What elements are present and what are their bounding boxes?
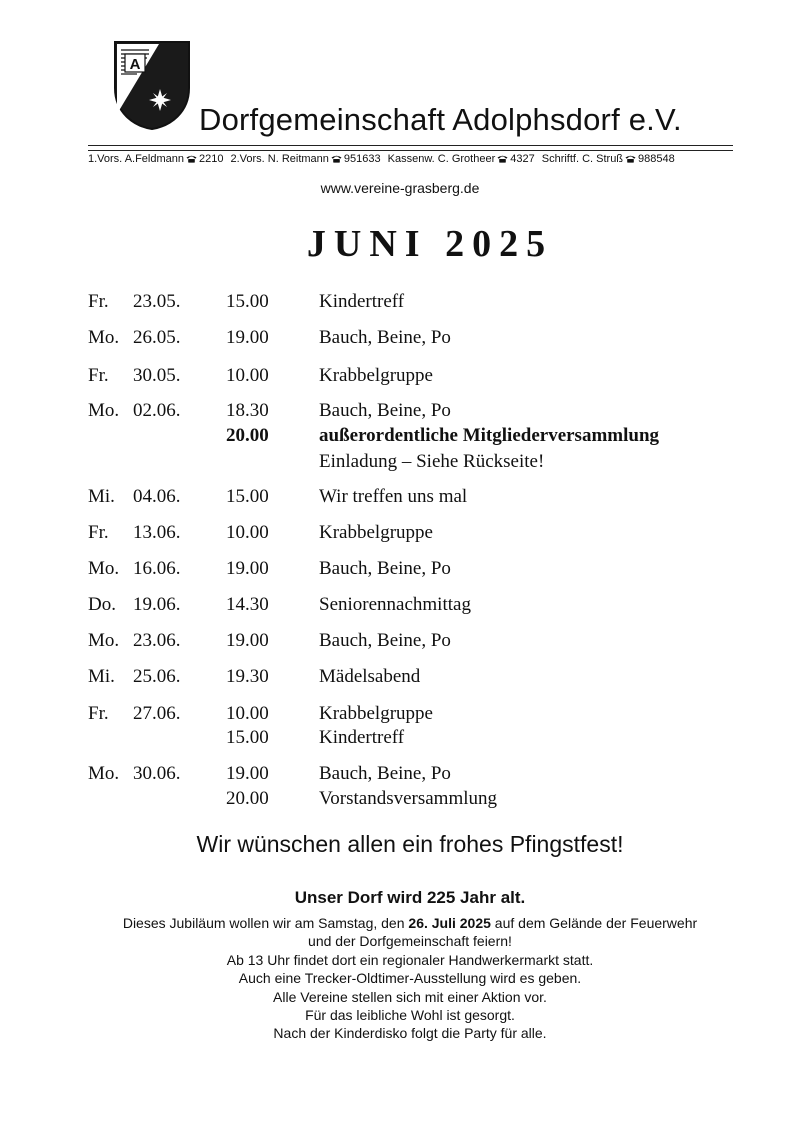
contact-phone: 951633 xyxy=(343,153,381,165)
event-date: 13.06. xyxy=(133,522,181,543)
event-title: Bauch, Beine, Po xyxy=(319,327,451,348)
event-title: Bauch, Beine, Po xyxy=(319,400,451,421)
event-time: 18.30 xyxy=(226,400,269,421)
event-title: Kindertreff xyxy=(319,291,405,312)
crest-letter: A xyxy=(129,56,141,73)
event-title: Krabbelgruppe xyxy=(319,365,433,386)
event-time: 15.00 xyxy=(226,486,269,507)
event-day: Mo. xyxy=(88,558,120,579)
event-date: 23.05. xyxy=(133,291,181,312)
event-day: Mo. xyxy=(88,763,120,784)
event-time: 20.00 xyxy=(226,425,269,446)
event-date: 02.06. xyxy=(133,400,181,421)
event-time: 10.00 xyxy=(226,703,269,724)
event-date: 26.05. xyxy=(133,327,181,348)
event-day: Fr. xyxy=(88,291,109,312)
event-day: Fr. xyxy=(88,522,109,543)
contact-phone: 988548 xyxy=(638,153,675,165)
website-link: www.vereine-grasberg.de xyxy=(320,180,480,196)
event-time: 19.00 xyxy=(226,630,269,651)
event-time: 14.30 xyxy=(226,594,269,615)
event-title: Bauch, Beine, Po xyxy=(319,763,451,784)
jubilee-line-1-end: auf dem Gelände der Feuerwehr xyxy=(490,915,698,931)
event-title: Mädelsabend xyxy=(319,666,421,687)
event-title: Wir treffen uns mal xyxy=(319,486,468,507)
event-date: 23.06. xyxy=(133,630,181,651)
pentecost-greeting: Wir wünschen allen ein frohes Pfingstfest! xyxy=(196,831,624,857)
jubilee-description xyxy=(70,914,750,1043)
event-date: 30.06. xyxy=(133,763,181,784)
event-day: Mo. xyxy=(88,400,120,421)
event-time: 19.00 xyxy=(226,763,269,784)
event-title: außerordentliche Mitgliederversammlung xyxy=(319,425,660,446)
event-day: Mi. xyxy=(88,666,115,687)
jubilee-line-4: Auch eine Trecker-Oldtimer-Ausstellung wird es geben. xyxy=(238,970,582,987)
event-day: Mi. xyxy=(88,486,115,507)
event-day: Mo. xyxy=(88,327,120,348)
contact-phone: 2210 xyxy=(199,153,224,165)
jubilee-line-1-start: Dieses Jubiläum wollen wir am Samstag, den xyxy=(122,915,409,931)
event-time: 10.00 xyxy=(226,365,269,386)
event-date: 19.06. xyxy=(133,594,181,615)
jubilee-line-6: Für das leibliche Wohl ist gesorgt. xyxy=(305,1007,515,1024)
event-day: Fr. xyxy=(88,703,109,724)
event-title: Seniorennachmittag xyxy=(319,594,471,615)
event-title: Vorstandsversammlung xyxy=(319,788,498,809)
event-day: Do. xyxy=(88,594,116,615)
contact-phone: 4327 xyxy=(510,153,535,165)
event-title: Kindertreff xyxy=(319,727,405,748)
jubilee-line-7: Nach der Kinderdisko folgt die Party für alle. xyxy=(273,1025,547,1042)
event-day: Fr. xyxy=(88,365,109,386)
event-date: 16.06. xyxy=(133,558,181,579)
event-date: 30.05. xyxy=(133,365,181,386)
event-time: 19.30 xyxy=(226,666,269,687)
event-date: 04.06. xyxy=(133,486,181,507)
event-title: Bauch, Beine, Po xyxy=(319,558,451,579)
jubilee-line-2: und der Dorfgemeinschaft feiern! xyxy=(308,933,512,950)
event-title: Bauch, Beine, Po xyxy=(319,630,451,651)
jubilee-title: Unser Dorf wird 225 Jahr alt. xyxy=(294,888,526,907)
contact-name: 2.Vors. N. Reitmann xyxy=(230,153,329,165)
event-date: 25.06. xyxy=(133,666,181,687)
event-time: 15.00 xyxy=(226,291,269,312)
jubilee-date: 26. Juli 2025 xyxy=(408,915,491,931)
event-time: 10.00 xyxy=(226,522,269,543)
event-title: Einladung – Siehe Rückseite! xyxy=(319,451,545,472)
event-title: Krabbelgruppe xyxy=(319,703,433,724)
month-title: JUNI 2025 xyxy=(306,223,554,265)
event-title: Krabbelgruppe xyxy=(319,522,433,543)
jubilee-line-3: Ab 13 Uhr findet dort ein regionaler Handwerkermarkt statt. xyxy=(226,951,594,968)
organization-name: Dorfgemeinschaft Adolphsdorf e.V. xyxy=(199,102,682,137)
event-date: 27.06. xyxy=(133,703,181,724)
event-time: 19.00 xyxy=(226,327,269,348)
jubilee-line-1 xyxy=(70,914,750,932)
contact-name: Kassenw. C. Grotheer xyxy=(387,153,496,165)
event-time: 20.00 xyxy=(226,788,269,809)
jubilee-line-5: Alle Vereine stellen sich mit einer Aktion vor. xyxy=(273,988,547,1005)
event-time: 19.00 xyxy=(226,558,269,579)
contact-name: Schriftf. C. Struß xyxy=(541,153,624,165)
event-day: Mo. xyxy=(88,630,120,651)
event-time: 15.00 xyxy=(226,727,269,748)
contact-name: 1.Vors. A.Feldmann xyxy=(88,153,184,165)
